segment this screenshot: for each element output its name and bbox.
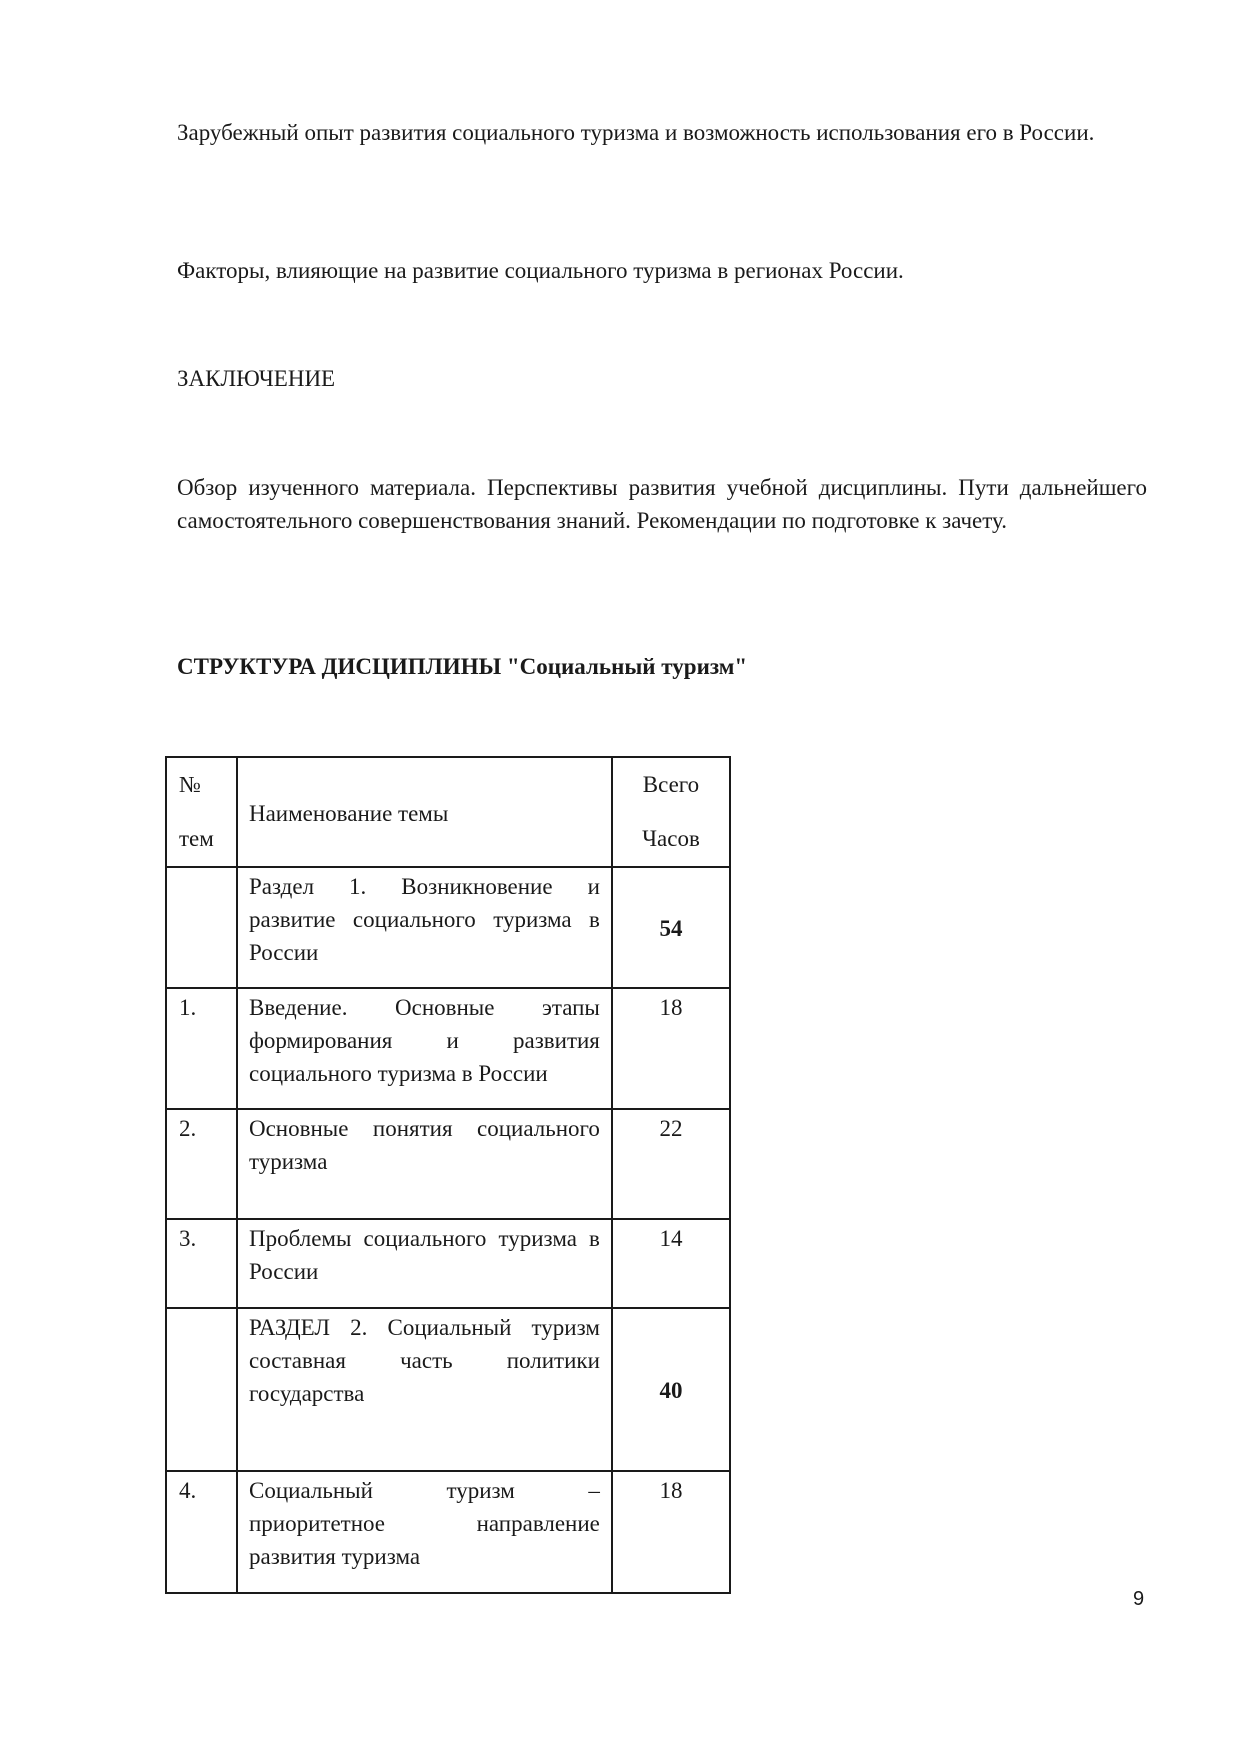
paragraph-conclusion-text: Обзор изученного материала. Перспективы развития учебной дисциплины. Пути дальнейшего самостоятельного совершенствования знаний. Рекомендации по подготовке к зачету.	[177, 475, 1147, 533]
row-name-cell: Раздел 1. Возникновение и развитие социального туризма в России	[237, 867, 612, 988]
table-row	[166, 1471, 730, 1593]
row-num-cell: 1.	[166, 988, 237, 1109]
table-row	[166, 988, 730, 1109]
row-num-cell: 4.	[166, 1471, 237, 1593]
header-num-label: №	[179, 772, 201, 797]
table-row	[166, 867, 730, 988]
conclusion-heading: ЗАКЛЮЧЕНИЕ	[177, 366, 336, 391]
row-hours-cell: 54	[612, 867, 730, 988]
discipline-structure-table	[165, 756, 731, 1594]
paragraph-foreign-experience: Зарубежный опыт развития социального туризма и возможность использования его в России.	[177, 120, 1095, 145]
row-num-cell: 3.	[166, 1219, 237, 1308]
row-name-cell: Социальный туризм – приоритетное направление развития туризма	[237, 1471, 612, 1593]
row-num-cell: 2.	[166, 1109, 237, 1219]
header-name-label: Наименование темы	[248, 800, 449, 826]
row-num-cell	[166, 867, 237, 988]
table-row	[166, 1308, 730, 1471]
row-name-cell: Основные понятия социального туризма	[237, 1109, 612, 1219]
row-name-cell: РАЗДЕЛ 2. Социальный туризм составная часть политики государства	[237, 1308, 612, 1471]
section-title: СТРУКТУРА ДИСЦИПЛИНЫ "Социальный туризм"	[177, 654, 748, 679]
row-hours-cell: 40	[612, 1308, 730, 1471]
header-hours-cell	[612, 757, 730, 867]
table-row	[166, 1109, 730, 1219]
header-hours-label: Всего	[642, 772, 700, 797]
header-name-cell	[237, 757, 612, 867]
header-num-cell	[166, 757, 237, 867]
row-hours-cell: 18	[612, 1471, 730, 1593]
header-num-label-2: тем	[179, 826, 214, 851]
row-hours-cell: 22	[612, 1109, 730, 1219]
page-number: 9	[1133, 1588, 1145, 1610]
table-row	[166, 1219, 730, 1308]
row-name-cell: Проблемы социального туризма в России	[237, 1219, 612, 1308]
paragraph-regional-factors: Факторы, влияющие на развитие социального туризма в регионах России.	[177, 258, 904, 283]
row-hours-cell: 14	[612, 1219, 730, 1308]
row-hours-cell: 18	[612, 988, 730, 1109]
row-name-cell: Введение. Основные этапы формирования и развития социального туризма в России	[237, 988, 612, 1109]
table-header-row	[166, 757, 730, 867]
header-hours-label-2: Часов	[642, 826, 700, 851]
row-num-cell	[166, 1308, 237, 1471]
